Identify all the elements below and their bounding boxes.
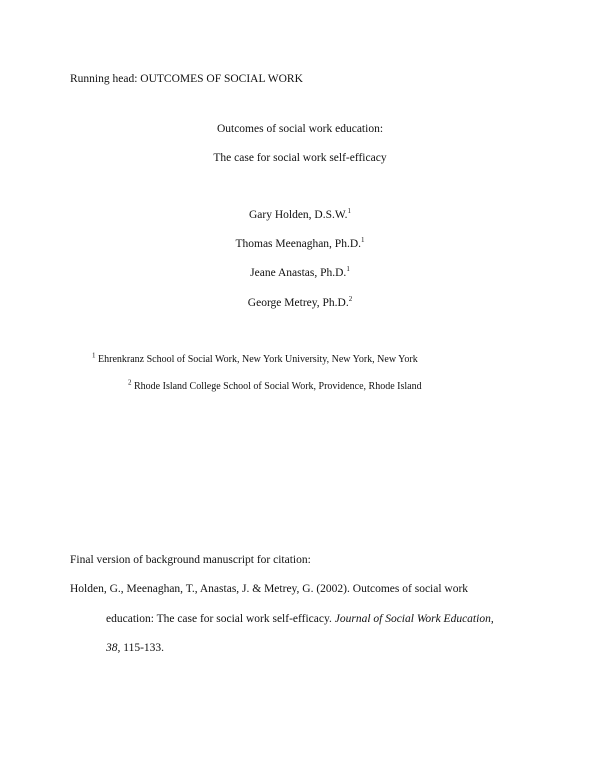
- author-affiliation-mark: 1: [361, 236, 365, 245]
- affiliation-mark: 2: [128, 378, 132, 387]
- citation-pages: 115-133.: [120, 642, 165, 654]
- title-line-1: Outcomes of social work education:: [216, 123, 384, 135]
- citation-intro: Final version of background manuscript for citation:: [70, 554, 311, 566]
- citation-line-1: Holden, G., Meenaghan, T., Anastas, J. & Metrey, G. (2002). Outcomes of social work: [70, 583, 469, 595]
- author-name: Thomas Meenaghan, Ph.D.: [235, 238, 362, 250]
- citation-line-2: [106, 612, 494, 626]
- author-1: [0, 208, 600, 222]
- author-2: [0, 237, 600, 251]
- running-head: Running head: OUTCOMES OF SOCIAL WORK: [70, 73, 303, 85]
- affiliation-1: [92, 353, 418, 367]
- affiliation-mark: 1: [92, 351, 96, 360]
- affiliation-text: Rhode Island College School of Social Work, Providence, Rhode Island: [134, 381, 422, 392]
- citation-line-3: [106, 641, 164, 655]
- citation-volume: 38,: [106, 642, 121, 654]
- affiliation-2: [128, 380, 422, 394]
- author-affiliation-mark: 1: [346, 265, 350, 274]
- author-4: [0, 296, 600, 310]
- affiliation-text: Ehrenkranz School of Social Work, New York University, New York, New York: [98, 354, 418, 365]
- author-affiliation-mark: 2: [348, 295, 353, 304]
- citation-title-text: education: The case for social work self-efficacy.: [106, 613, 335, 625]
- title-line-2: The case for social work self-efficacy: [213, 152, 387, 164]
- author-name: Gary Holden, D.S.W.: [248, 209, 348, 221]
- author-3: [0, 266, 600, 280]
- author-name: George Metrey, Ph.D.: [247, 297, 349, 309]
- citation-journal: Journal of Social Work Education,: [334, 613, 494, 625]
- author-affiliation-mark: 1: [347, 207, 352, 216]
- author-name: Jeane Anastas, Ph.D.: [250, 267, 347, 279]
